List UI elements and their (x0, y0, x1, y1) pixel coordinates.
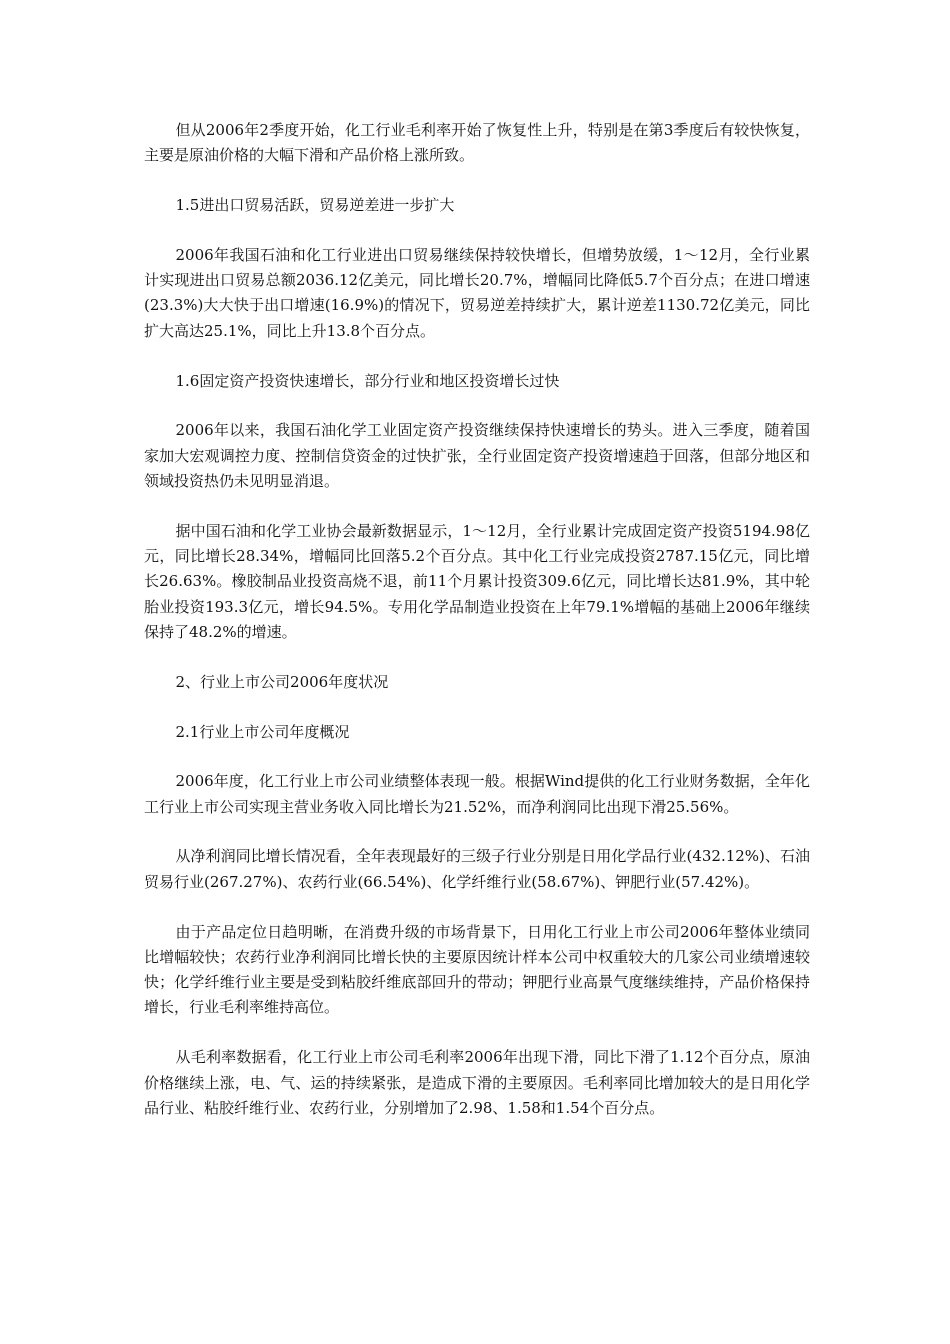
section-heading-1-5: 1.5进出口贸易活跃，贸易逆差进一步扩大 (175, 196, 455, 215)
paragraph-recovery: 但从2006年2季度开始，化工行业毛利率开始了恢复性上升，特别是在第3季度后有较快恢复，主要是原油价格的大幅下滑和产品价格上涨所致。 (144, 121, 810, 165)
document-body (144, 118, 810, 1146)
paragraph-profit-growth: 从净利润同比增长情况看，全年表现最好的三级子行业分别是日用化学品行业(432.12%)、石油贸易行业(267.27%)、农药行业(66.54%)、化学纤维行业(58.67%)、钾肥行业(57.42%)。 (144, 847, 810, 891)
section-heading-2: 2、行业上市公司2006年度状况 (175, 672, 389, 691)
section-heading-1-6: 1.6固定资产投资快速增长，部分行业和地区投资增长过快 (175, 371, 560, 390)
paragraph-gross-margin: 从毛利率数据看，化工行业上市公司毛利率2006年出现下滑，同比下滑了1.12个百分点，原油价格继续上涨，电、气、运的持续紧张，是造成下滑的主要原因。毛利率同比增加较大的是日用化学品行业、粘胶纤维行业、农药行业，分别增加了2.98、1.58和1.54个百分点。 (144, 1048, 810, 1117)
paragraph-investment-data: 据中国石油和化学工业协会最新数据显示，1～12月，全行业累计完成固定资产投资5194.98亿元，同比增长28.34%，增幅同比回落5.2个百分点。其中化工行业完成投资2787.15亿元，同比增长26.63%。橡胶制品业投资高烧不退，前11个月累计投资309.6亿元，同比增长达81.9%，其中轮胎业投资193.3亿元，增长94.5%。专用化学品制造业投资在上年79.1%增幅的基础上2006年继续保持了48.2%的增速。 (144, 521, 810, 641)
paragraph-investment-trend: 2006年以来，我国石油化学工业固定资产投资继续保持快速增长的势头。进入三季度，随着国家加大宏观调控力度、控制信贷资金的过快扩张，全行业固定资产投资增速趋于回落，但部分地区和领域投资热仍未见明显消退。 (144, 421, 810, 490)
section-heading-2-1: 2.1行业上市公司年度概况 (175, 722, 350, 741)
paragraph-listed-overview: 2006年度，化工行业上市公司业绩整体表现一般。根据Wind提供的化工行业财务数据，全年化工行业上市公司实现主营业务收入同比增长为21.52%，而净利润同比出现下滑25.56%。 (144, 772, 810, 816)
paragraph-trade: 2006年我国石油和化工行业进出口贸易继续保持较快增长，但增势放缓，1～12月，全行业累计实现进出口贸易总额2036.12亿美元，同比增长20.7%，增幅同比降低5.7个百分点；在进口增速(23.3%)大大快于出口增速(16.9%)的情况下，贸易逆差持续扩大，累计逆差1130.72亿美元，同比扩大高达25.1%，同比上升13.8个百分点。 (144, 245, 810, 340)
paragraph-growth-reasons: 由于产品定位日趋明晰，在消费升级的市场背景下，日用化工行业上市公司2006年整体业绩同比增幅较快；农药行业净利润同比增长快的主要原因统计样本公司中权重较大的几家公司业绩增速较快；化学纤维行业主要是受到粘胶纤维底部回升的带动；钾肥行业高景气度继续维持，产品价格保持增长，行业毛利率维持高位。 (144, 922, 810, 1017)
